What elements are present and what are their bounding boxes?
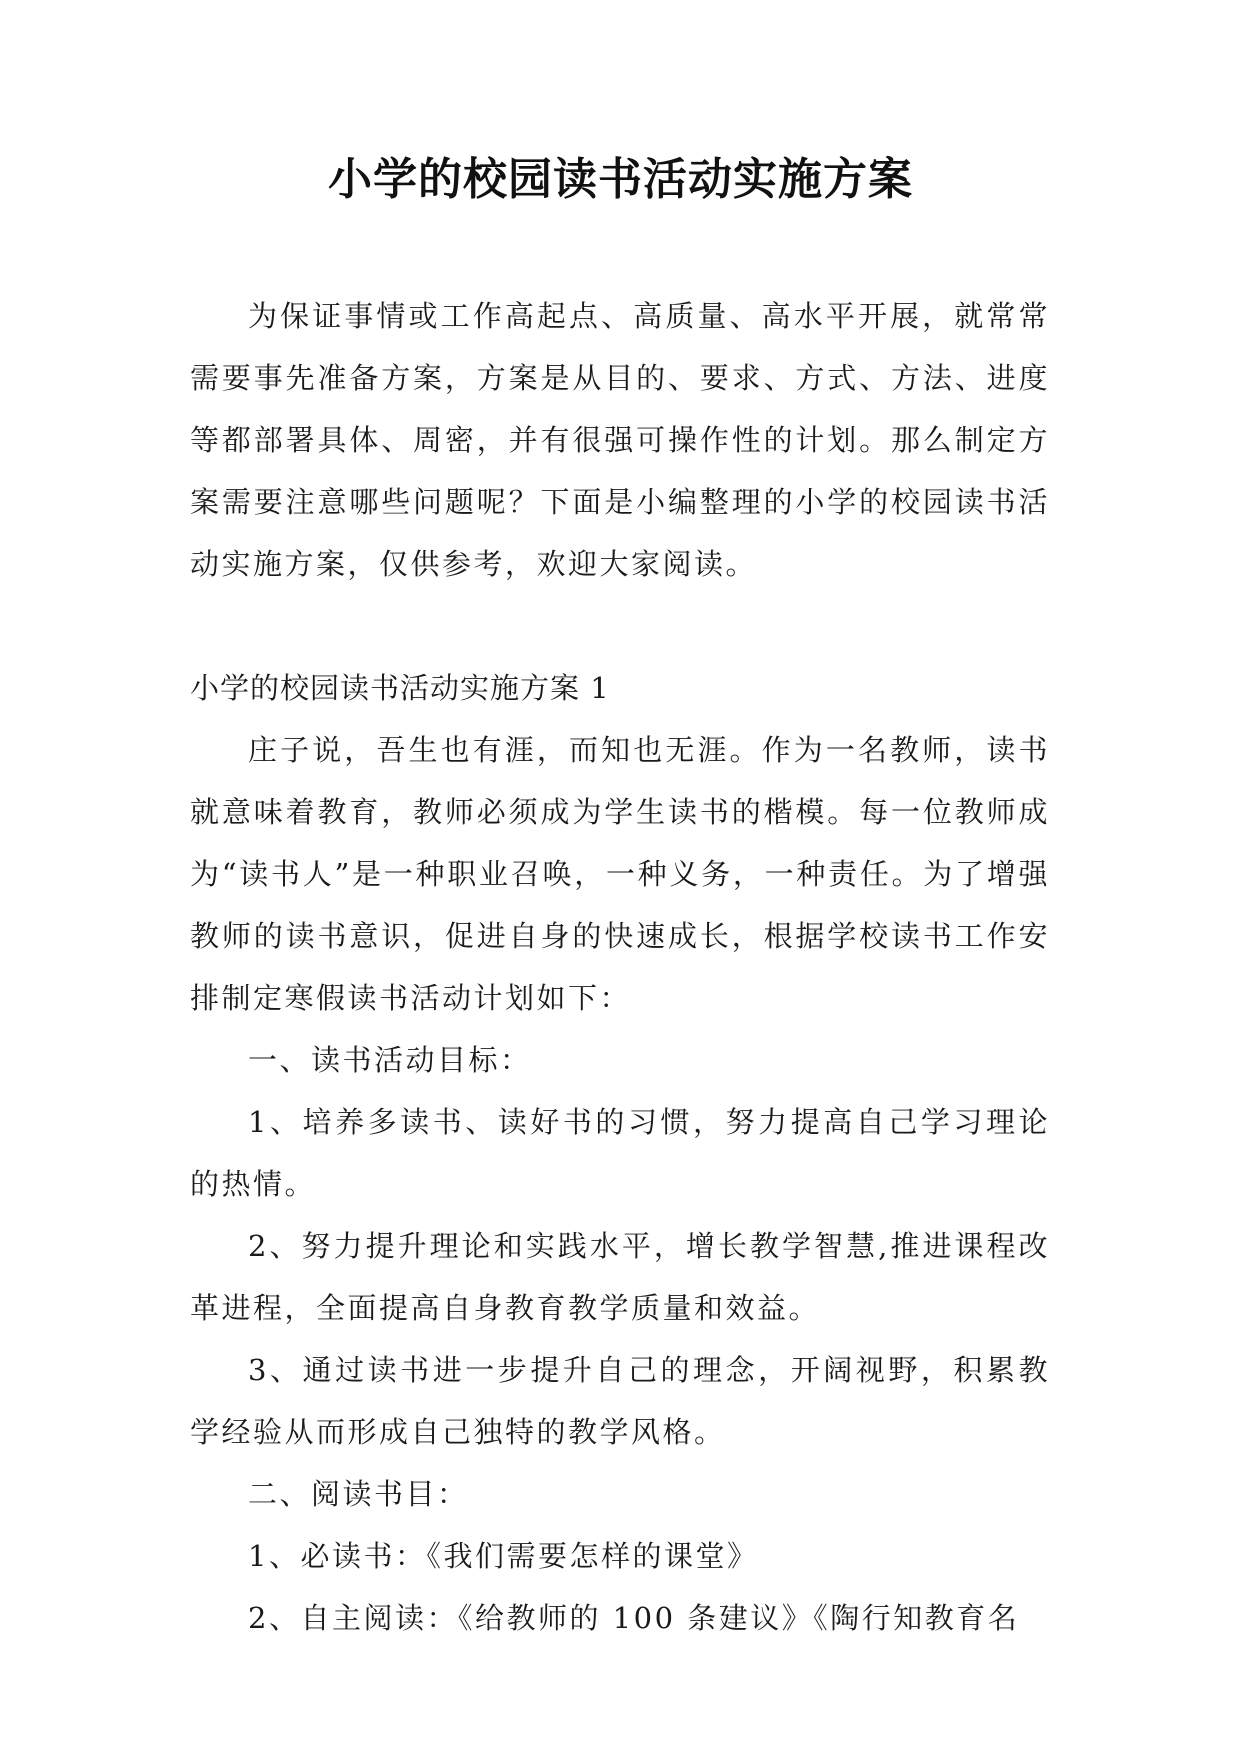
document-body <box>190 285 1050 1649</box>
reading-list-heading: 二、阅读书目： <box>248 1477 469 1511</box>
goal-item: 1、培养多读书、读好书的习惯，努力提高自己学习理论的热情。 <box>190 1105 1050 1201</box>
intro-paragraph: 为保证事情或工作高起点、高质量、高水平开展，就常常需要事先准备方案，方案是从目的、要求、方式、方法、进度等都部署具体、周密，并有很强可操作性的计划。那么制定方案需要注意哪些问题呢？下面是小编整理的小学的校园读书活动实施方案，仅供参考，欢迎大家阅读。 <box>190 299 1050 581</box>
document-title: 小学的校园读书活动实施方案 <box>328 154 913 205</box>
goal-item: 3、通过读书进一步提升自己的理念，开阔视野，积累教学经验从而形成自己独特的教学风格。 <box>190 1353 1050 1449</box>
goal-item: 2、努力提升理论和实践水平，增长教学智慧,推进课程改革进程，全面提高自身教育教学质量和效益。 <box>190 1229 1050 1325</box>
goals-heading: 一、读书活动目标： <box>248 1043 532 1077</box>
paragraph-spacer <box>190 595 1050 657</box>
reading-list-item: 1、必读书：《我们需要怎样的课堂》 <box>248 1539 759 1573</box>
section-heading: 小学的校园读书活动实施方案 1 <box>190 671 610 705</box>
body-paragraph: 庄子说，吾生也有涯，而知也无涯。作为一名教师，读书就意味着教育，教师必须成为学生读书的楷模。每一位教师成为“读书人”是一种职业召唤，一种义务，一种责任。为了增强教师的读书意识，促进自身的快速成长，根据学校读书工作安排制定寒假读书活动计划如下： <box>190 733 1050 1015</box>
reading-list-item: 2、自主阅读：《给教师的 100 条建议》《陶行知教育名 <box>248 1601 1020 1635</box>
